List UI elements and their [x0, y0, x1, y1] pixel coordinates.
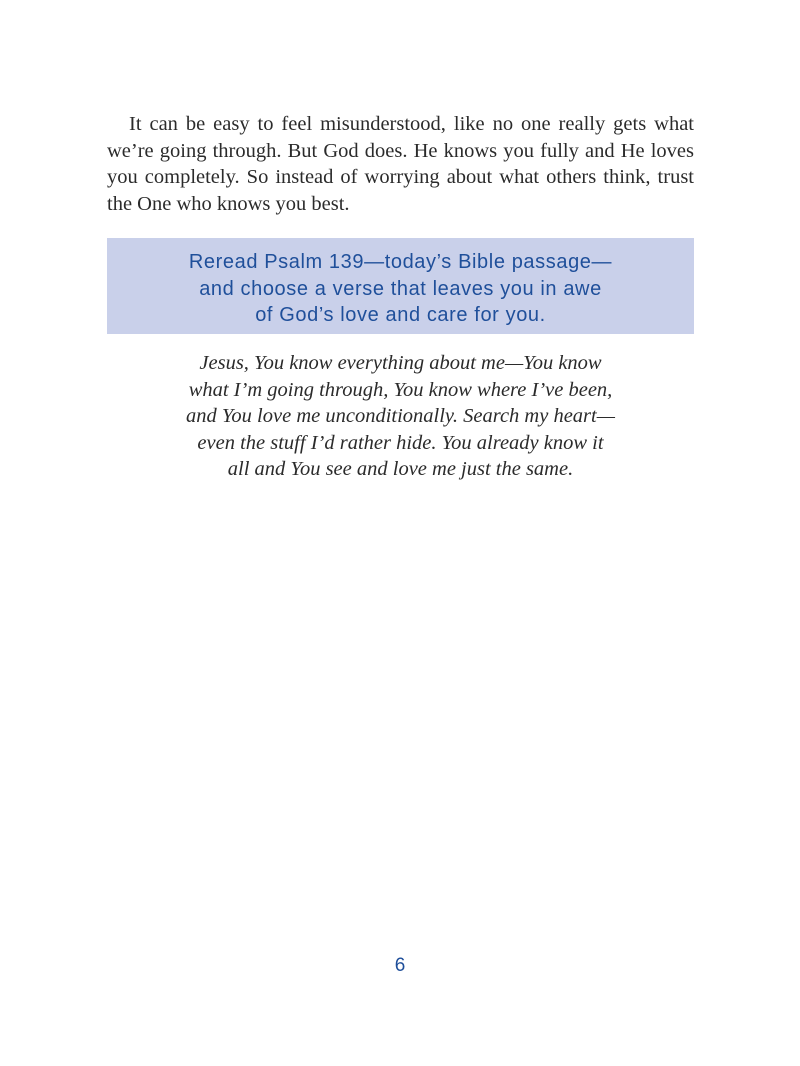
callout-line: of God’s love and care for you.: [255, 304, 546, 326]
prayer-line: what I’m going through, You know where I’ve been,: [188, 378, 613, 401]
body-paragraph: It can be easy to feel misunderstood, like no one really gets what we’re going through. But God does. He knows you fully and He loves you completely. So instead of worrying about what others think, trust the One who knows you best.: [107, 113, 694, 215]
callout-line: and choose a verse that leaves you in awe: [199, 277, 602, 300]
prayer-line: and You love me unconditionally. Search my heart—: [186, 405, 615, 427]
prayer-line: even the stuff I’d rather hide. You already know it: [197, 431, 604, 454]
page-number: 6: [394, 955, 406, 976]
prayer-block: [107, 350, 694, 483]
callout-line: Reread Psalm 139—today’s Bible passage—: [188, 251, 613, 273]
activity-callout-box: [107, 238, 694, 334]
prayer-line: Jesus, You know everything about me—You know: [199, 352, 602, 374]
prayer-line: all and You see and love me just the same.: [227, 458, 574, 480]
